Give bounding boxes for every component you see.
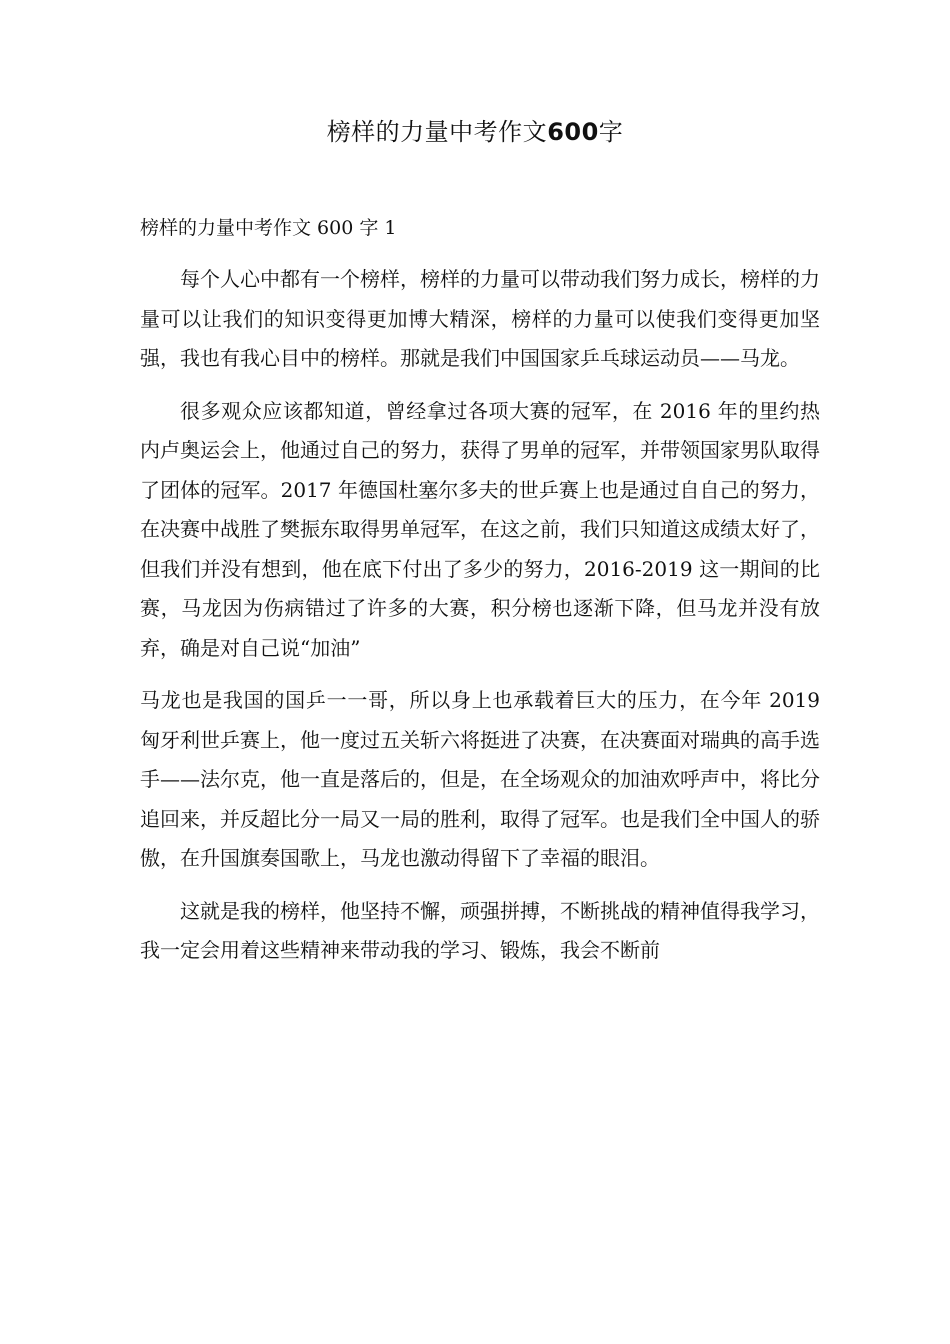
title-text: 榜样的力量中考作文 <box>326 118 548 146</box>
paragraph-3: 马龙也是我国的国乒一一哥，所以身上也承载着巨大的压力，在今年 2019 匈牙利世乒赛上，他一度过五关斩六将挺进了决赛，在决赛面对瑞典的高手选手——法尔克，他一直是落后的，但是，在全场观众的加油欢呼声中，将比分追回来，并反超比分一局又一局的胜利，取得了冠军。也是我们全中国人的骄傲，在升国旗奏国歌上，马龙也激动得留下了幸福的眼泪。 <box>140 688 820 870</box>
paragraph-4: 这就是我的榜样，他坚持不懈，顽强拼搏，不断挑战的精神值得我学习，我一定会用着这些精神来带动我的学习、锻炼，我会不断前 <box>140 898 820 962</box>
title-number: 600 <box>547 118 599 146</box>
section-heading: 榜样的力量中考作文 600 字 1 <box>140 217 397 239</box>
document-body <box>140 260 820 984</box>
title-suffix: 字 <box>598 118 624 146</box>
document-title <box>0 114 950 150</box>
paragraph-1: 每个人心中都有一个榜样，榜样的力量可以带动我们努力成长，榜样的力量可以让我们的知识变得更加博大精深，榜样的力量可以使我们变得更加坚强，我也有我心目中的榜样。那就是我们中国国家乒乓球运动员——马龙。 <box>140 267 820 370</box>
paragraph-2: 很多观众应该都知道，曾经拿过各项大赛的冠军，在 2016 年的里约热内卢奥运会上，他通过自己的努力，获得了男单的冠军，并带领国家男队取得了团体的冠军。2017 年德国杜塞尔多夫的世乒赛上也是通过自自己的努力，在决赛中战胜了樊振东取得男单冠军，在这之前，我们只知道这成绩太好了，但我们并没有想到，他在底下付出了多少的努力，2016-2019 这一期间的比赛，马龙因为伤病错过了许多的大赛，积分榜也逐渐下降，但马龙并没有放弃，确是对自己说“加油” <box>140 398 820 660</box>
